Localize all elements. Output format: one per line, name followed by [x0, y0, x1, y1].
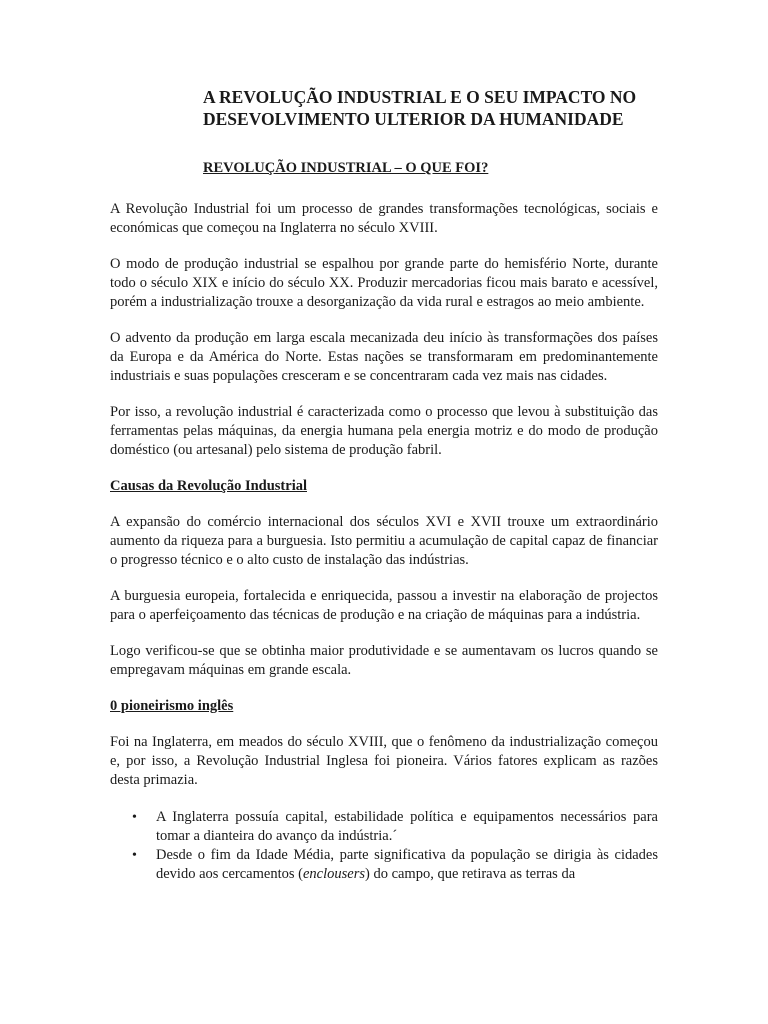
document-title: A REVOLUÇÃO INDUSTRIAL E O SEU IMPACTO NO DESEVOLVIMENTO ULTERIOR DA HUMANIDADE — [203, 87, 637, 129]
list-item-text-before: Desde o fim da Idade Média, parte significativa da população se dirigia às cidades devido aos cercamentos ( — [156, 847, 658, 882]
paragraph-2: O modo de produção industrial se espalhou por grande parte do hemisfério Norte, durante todo o século XIX e início do século XX. Produzir mercadorias ficou mais barato e acessível, porém a industrialização trouxe a desorganização da vida rural e estragos ao meio ambiente. — [110, 256, 658, 310]
paragraph-causes-1: A expansão do comércio internacional dos séculos XVI e XVII trouxe um extraordinário aumento da riqueza para a burguesia. Isto permitiu a acumulação de capital capaz de financiar o progresso técnico e o alto custo de instalação das indústrias. — [110, 514, 658, 568]
paragraph-pioneering: Foi na Inglaterra, em meados do século XVIII, que o fenômeno da industrialização começou e, por isso, a Revolução Industrial Inglesa foi pioneira. Vários fatores explicam as razões desta primazia. — [110, 734, 658, 788]
list-item — [110, 808, 658, 846]
document-page — [110, 86, 658, 884]
bullet-list — [110, 808, 658, 884]
bullet-icon: • — [132, 810, 137, 825]
paragraph-causes-3: Logo verificou-se que se obtinha maior produtividade e se aumentavam os lucros quando se empregavam máquinas em grande escala. — [110, 643, 658, 678]
list-item — [110, 846, 658, 884]
list-item-text: A Inglaterra possuía capital, estabilidade política e equipamentos necessários para tomar a dianteira do avanço da indústria.´ — [156, 809, 658, 844]
paragraph-1: A Revolução Industrial foi um processo de grandes transformações tecnológicas, sociais e económicas que começou na Inglaterra no século XVIII. — [110, 201, 658, 236]
list-item-italic-term: enclousers — [302, 866, 365, 882]
list-item-text-after: ) do campo, que retirava as terras da — [364, 866, 576, 882]
section-heading-what-was: REVOLUÇÃO INDUSTRIAL – O QUE FOI? — [203, 160, 489, 176]
section-heading-pioneering: 0 pioneirismo inglês — [110, 698, 234, 714]
paragraph-causes-2: A burguesia europeia, fortalecida e enriquecida, passou a investir na elaboração de projectos para o aperfeiçoamento das técnicas de produção e na criação de máquinas para a indústria. — [110, 588, 658, 623]
paragraph-4: Por isso, a revolução industrial é caracterizada como o processo que levou à substituição das ferramentas pelas máquinas, da energia humana pela energia motriz e do modo de produção doméstico (ou artesanal) pelo sistema de produção fabril. — [110, 404, 658, 458]
section-heading-causes: Causas da Revolução Industrial — [110, 478, 307, 494]
bullet-icon: • — [132, 848, 137, 863]
paragraph-3: O advento da produção em larga escala mecanizada deu início às transformações dos países da Europa e da América do Norte. Estas nações se transformaram em predominantemente industriais e suas populações cresceram e se concentraram cada vez mais nas cidades. — [110, 330, 658, 384]
